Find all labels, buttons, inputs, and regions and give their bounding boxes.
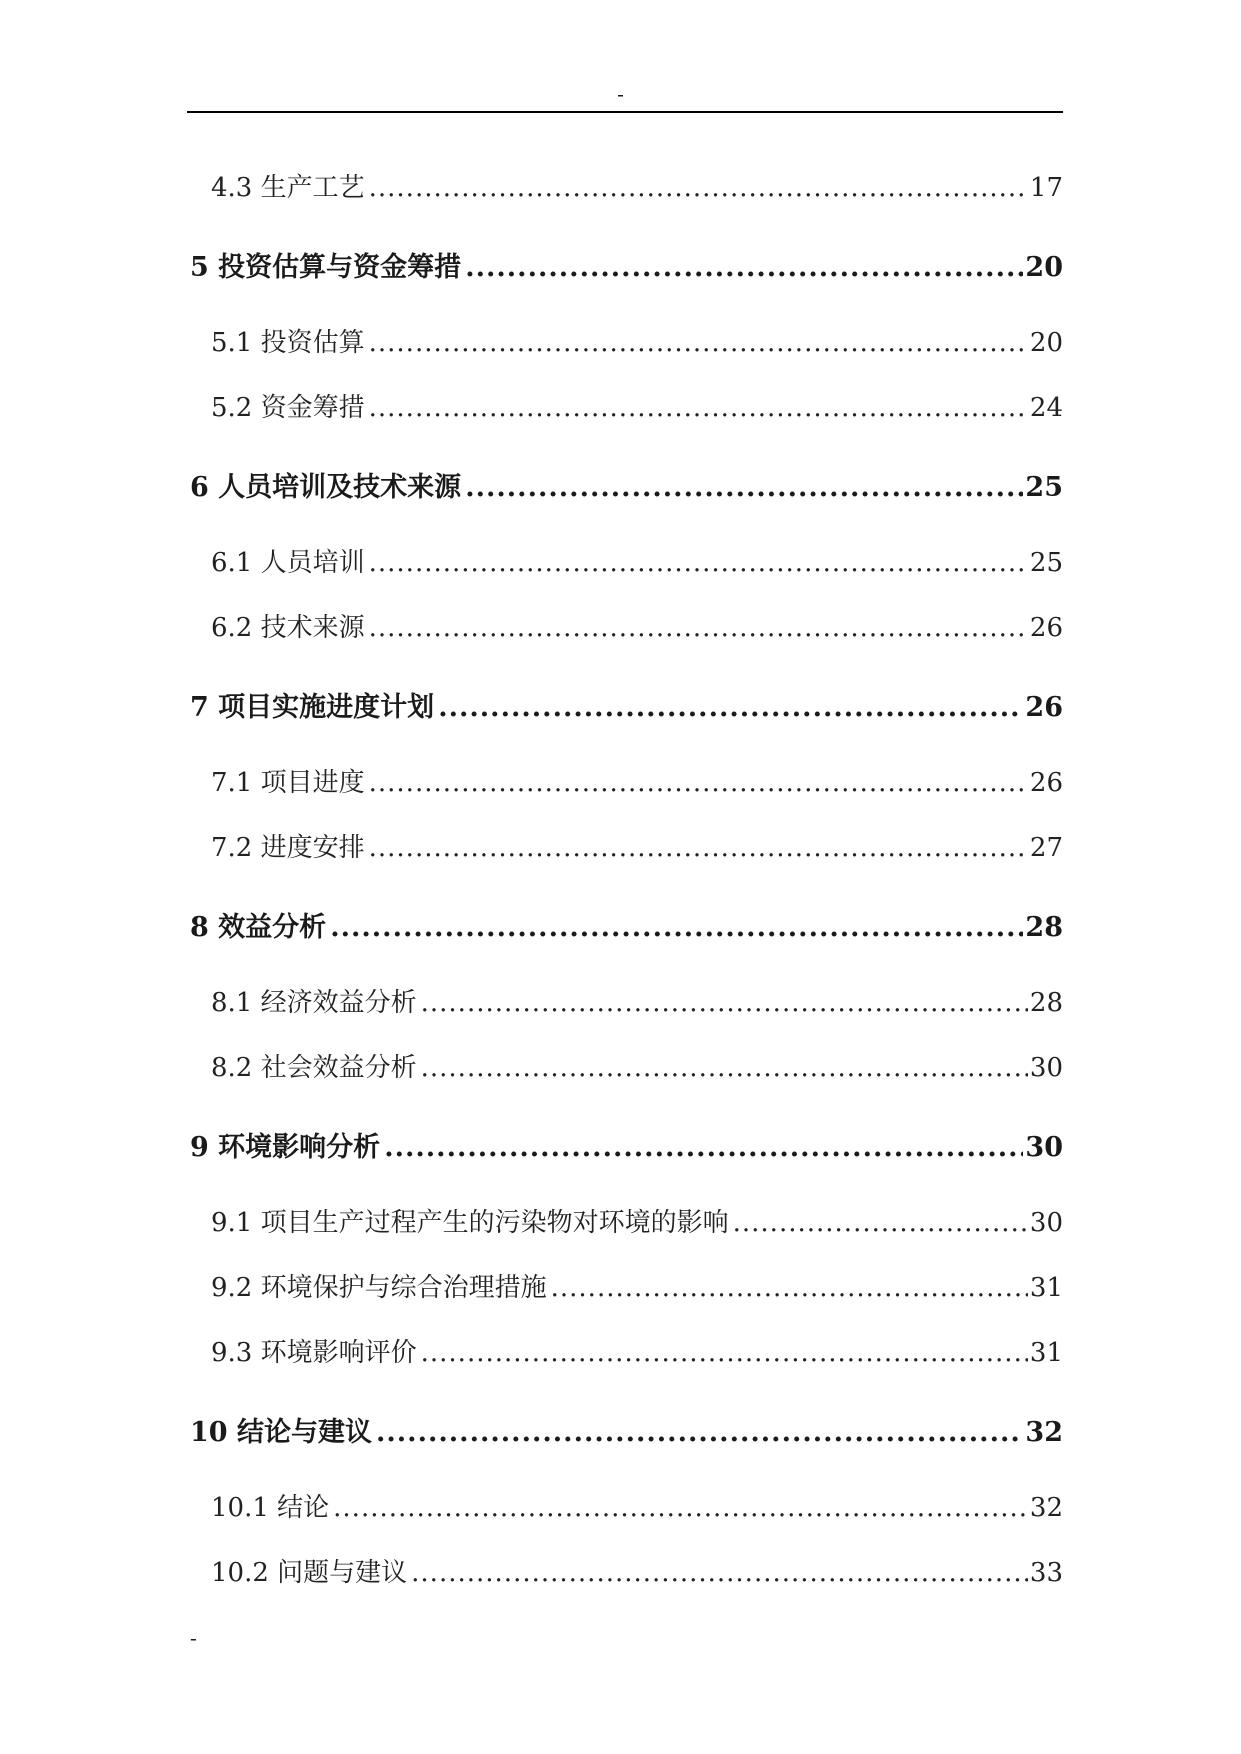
toc-entry-label: 9 环境影响分析 [190,1132,381,1163]
toc-entry-label: 6.2 技术来源 [211,613,365,643]
toc-entry-9-3[interactable] [211,1332,1063,1369]
toc-dot-leader [369,613,1028,643]
toc-dot-leader [384,1132,1023,1163]
page-header-mark: - [617,82,624,106]
toc-dot-leader [369,548,1028,578]
toc-dot-leader [376,1417,1023,1448]
toc-entry-label: 6.1 人员培训 [211,548,365,578]
toc-page-number: 33 [1029,1558,1063,1588]
toc-page-number: 27 [1029,833,1063,863]
toc-entry-label: 10 结论与建议 [190,1417,372,1448]
toc-page-number: 26 [1025,692,1063,723]
toc-dot-leader [369,833,1028,863]
toc-dot-leader [330,912,1023,943]
toc-page-number: 17 [1029,173,1063,203]
page-footer-mark: - [190,1626,197,1650]
toc-dot-leader [421,1338,1028,1368]
toc-entry-label: 7.2 进度安排 [211,833,365,863]
toc-entry-8[interactable] [190,905,1063,944]
toc-entry-label: 6 人员培训及技术来源 [190,472,462,503]
toc-dot-leader [333,1493,1028,1523]
toc-page-number: 30 [1029,1208,1063,1238]
toc-entry-label: 5.2 资金筹措 [211,393,365,423]
toc-entry-10-1[interactable] [211,1487,1063,1524]
toc-entry-label: 9.2 环境保护与综合治理措施 [211,1273,547,1303]
toc-page-number: 26 [1029,768,1063,798]
toc-entry-9-2[interactable] [211,1267,1063,1304]
toc-dot-leader [369,328,1028,358]
toc-dot-leader [421,1053,1028,1083]
toc-entry-7-2[interactable] [211,827,1063,864]
toc-entry-label: 10.1 结论 [211,1493,330,1523]
toc-entry-5-2[interactable] [211,387,1063,424]
toc-entry-9[interactable] [190,1125,1063,1164]
toc-dot-leader [421,988,1028,1018]
toc-entry-label: 8 效益分析 [190,912,327,943]
toc-page-number: 24 [1029,393,1063,423]
toc-entry-label: 7 项目实施进度计划 [190,692,435,723]
toc-dot-leader [465,472,1023,503]
toc-page-number: 31 [1029,1273,1063,1303]
toc-dot-leader [411,1558,1028,1588]
toc-page-number: 20 [1025,252,1063,283]
toc-page-number: 30 [1029,1053,1063,1083]
toc-entry-6[interactable] [190,465,1063,504]
toc-page-number: 28 [1029,988,1063,1018]
toc-entry-8-1[interactable] [211,982,1063,1019]
toc-entry-5-1[interactable] [211,322,1063,359]
toc-page-number: 28 [1025,912,1063,943]
toc-page-number: 30 [1025,1132,1063,1163]
toc-entry-label: 4.3 生产工艺 [211,173,365,203]
toc-entry-label: 10.2 问题与建议 [211,1558,408,1588]
toc-page-number: 32 [1025,1417,1063,1448]
toc-entry-4-3[interactable] [211,167,1063,204]
toc-entry-label: 8.2 社会效益分析 [211,1053,417,1083]
toc-entry-10-2[interactable] [211,1552,1063,1589]
toc-entry-label: 7.1 项目进度 [211,768,365,798]
toc-entry-6-1[interactable] [211,542,1063,579]
toc-page-number: 25 [1025,472,1063,503]
toc-entry-label: 5 投资估算与资金筹措 [190,252,462,283]
toc-entry-7-1[interactable] [211,762,1063,799]
toc-entry-label: 8.1 经济效益分析 [211,988,417,1018]
toc-dot-leader [551,1273,1028,1303]
toc-page-number: 31 [1029,1338,1063,1368]
toc-dot-leader [733,1208,1028,1238]
toc-page-number: 32 [1029,1493,1063,1523]
toc-entry-5[interactable] [190,245,1063,284]
toc-dot-leader [369,173,1028,203]
toc-entry-9-1[interactable] [211,1202,1063,1239]
toc-entry-label: 5.1 投资估算 [211,328,365,358]
toc-page-number: 26 [1029,613,1063,643]
toc-entry-label: 9.3 环境影响评价 [211,1338,417,1368]
toc-dot-leader [369,393,1028,423]
toc-page-number: 20 [1029,328,1063,358]
toc-page-number: 25 [1029,548,1063,578]
toc-dot-leader [438,692,1023,723]
toc-entry-10[interactable] [190,1410,1063,1449]
header-rule [187,111,1063,113]
toc-dot-leader [465,252,1023,283]
toc-entry-label: 9.1 项目生产过程产生的污染物对环境的影响 [211,1208,729,1238]
toc-entry-7[interactable] [190,685,1063,724]
toc-entry-6-2[interactable] [211,607,1063,644]
toc-dot-leader [369,768,1028,798]
toc-entry-8-2[interactable] [211,1047,1063,1084]
